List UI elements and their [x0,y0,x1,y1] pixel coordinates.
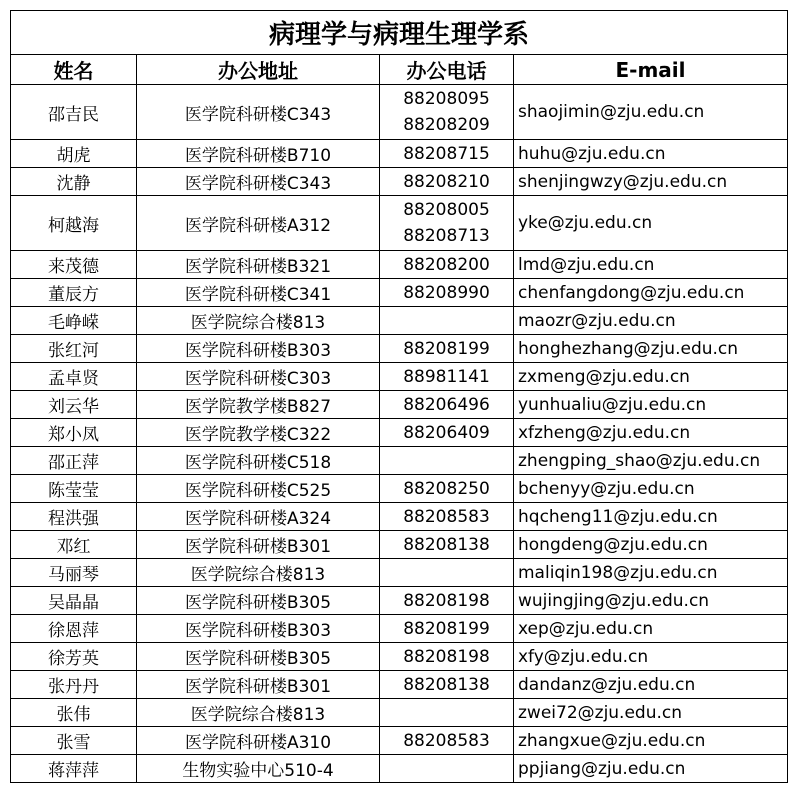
cell-phone [380,196,514,251]
cell-name: 沈静 [11,168,137,196]
phone-number: 88208199 [403,618,490,639]
table-row [11,671,788,699]
cell-address: 医学院科研楼B305 [137,643,380,671]
phone-number: 88206496 [403,394,490,415]
cell-email[interactable]: wujingjing@zju.edu.cn [514,587,788,615]
cell-address: 医学院科研楼C341 [137,279,380,307]
cell-email[interactable]: xfzheng@zju.edu.cn [514,419,788,447]
cell-address: 医学院科研楼B305 [137,587,380,615]
cell-address: 医学院科研楼B710 [137,140,380,168]
table-row [11,140,788,168]
cell-name: 徐恩萍 [11,615,137,643]
cell-phone [380,615,514,643]
cell-name: 张雪 [11,727,137,755]
cell-email[interactable]: xep@zju.edu.cn [514,615,788,643]
cell-address: 医学院科研楼A324 [137,503,380,531]
cell-phone [380,671,514,699]
phone-number: 88208583 [403,506,490,527]
phone-number: 88208583 [403,730,490,751]
cell-name: 张伟 [11,699,137,727]
cell-address: 医学院科研楼C343 [137,85,380,140]
cell-email[interactable]: maliqin198@zju.edu.cn [514,559,788,587]
cell-email[interactable]: zwei72@zju.edu.cn [514,699,788,727]
cell-email[interactable]: zhengping_shao@zju.edu.cn [514,447,788,475]
table-row [11,699,788,727]
contact-table [10,10,788,783]
cell-address: 医学院科研楼B303 [137,615,380,643]
table-row [11,475,788,503]
cell-phone [380,587,514,615]
header-phone: 办公电话 [380,55,514,85]
cell-phone [380,531,514,559]
phone-number: 88208713 [403,226,490,246]
table-row [11,643,788,671]
cell-name: 张红河 [11,335,137,363]
cell-phone [380,279,514,307]
cell-phone [380,363,514,391]
header-row [11,55,788,85]
cell-address: 生物实验中心510-4 [137,755,380,783]
cell-name: 陈莹莹 [11,475,137,503]
table-row [11,85,788,140]
cell-email[interactable]: hqcheng11@zju.edu.cn [514,503,788,531]
cell-name: 徐芳英 [11,643,137,671]
table-row [11,615,788,643]
phone-number: 88208138 [403,674,490,695]
cell-address: 医学院科研楼C343 [137,168,380,196]
cell-phone [380,307,514,335]
phone-number: 88208198 [403,646,490,667]
table-row [11,251,788,279]
table-row [11,587,788,615]
table-row [11,307,788,335]
cell-name: 郑小凤 [11,419,137,447]
cell-email[interactable]: xfy@zju.edu.cn [514,643,788,671]
sheet-title: 病理学与病理生理学系 [11,11,788,55]
cell-name: 吴晶晶 [11,587,137,615]
cell-email[interactable]: bchenyy@zju.edu.cn [514,475,788,503]
table-row [11,559,788,587]
cell-email[interactable]: zhangxue@zju.edu.cn [514,727,788,755]
table-row [11,503,788,531]
cell-phone [380,755,514,783]
table-row [11,168,788,196]
table-body [11,85,788,783]
cell-phone [380,140,514,168]
cell-email[interactable]: ppjiang@zju.edu.cn [514,755,788,783]
cell-email[interactable]: maozr@zju.edu.cn [514,307,788,335]
cell-email[interactable]: dandanz@zju.edu.cn [514,671,788,699]
table-row [11,363,788,391]
table-row [11,727,788,755]
cell-phone [380,168,514,196]
cell-email[interactable]: yunhualiu@zju.edu.cn [514,391,788,419]
phone-number: 88208199 [403,338,490,359]
table-row [11,196,788,251]
cell-phone [380,85,514,140]
cell-name: 程洪强 [11,503,137,531]
phone-number: 88208250 [403,478,490,499]
cell-address: 医学院科研楼A310 [137,727,380,755]
cell-name: 蒋萍萍 [11,755,137,783]
cell-email[interactable]: huhu@zju.edu.cn [514,140,788,168]
cell-email[interactable]: lmd@zju.edu.cn [514,251,788,279]
cell-address: 医学院综合楼813 [137,699,380,727]
cell-name: 邵正萍 [11,447,137,475]
table-row [11,419,788,447]
cell-address: 医学院教学楼B827 [137,391,380,419]
table-row [11,279,788,307]
cell-phone [380,391,514,419]
phone-number: 88208990 [403,282,490,303]
phone-number: 88208095 [403,89,490,109]
phone-number: 88208210 [403,171,490,192]
table-row [11,755,788,783]
cell-email[interactable]: chenfangdong@zju.edu.cn [514,279,788,307]
cell-phone [380,447,514,475]
header-email: E-mail [514,55,788,85]
cell-phone [380,419,514,447]
cell-address: 医学院科研楼C303 [137,363,380,391]
cell-phone [380,559,514,587]
cell-address: 医学院科研楼B301 [137,671,380,699]
cell-address: 医学院科研楼B303 [137,335,380,363]
cell-phone [380,643,514,671]
header-name: 姓名 [11,55,137,85]
cell-address: 医学院综合楼813 [137,307,380,335]
cell-address: 医学院科研楼B301 [137,531,380,559]
cell-phone [380,727,514,755]
table-row [11,391,788,419]
contact-sheet [10,10,787,783]
cell-name: 刘云华 [11,391,137,419]
cell-email[interactable]: hongdeng@zju.edu.cn [514,531,788,559]
header-address: 办公地址 [137,55,380,85]
cell-email[interactable]: yke@zju.edu.cn [514,196,788,251]
phone-number: 88208138 [403,534,490,555]
cell-name: 马丽琴 [11,559,137,587]
phone-number: 88208005 [403,200,490,220]
phone-number: 88981141 [403,366,490,387]
phone-number: 88206409 [403,422,490,443]
cell-name: 毛峥嵘 [11,307,137,335]
cell-phone [380,251,514,279]
cell-email[interactable]: honghezhang@zju.edu.cn [514,335,788,363]
cell-address: 医学院科研楼C518 [137,447,380,475]
cell-name: 董辰方 [11,279,137,307]
title-row [11,11,788,55]
phone-number: 88208715 [403,143,490,164]
cell-email[interactable]: zxmeng@zju.edu.cn [514,363,788,391]
cell-name: 张丹丹 [11,671,137,699]
table-row [11,447,788,475]
phone-number: 88208200 [403,254,490,275]
cell-name: 孟卓贤 [11,363,137,391]
cell-name: 来茂德 [11,251,137,279]
cell-email[interactable]: shaojimin@zju.edu.cn [514,85,788,140]
cell-name: 邓红 [11,531,137,559]
cell-phone [380,699,514,727]
cell-address: 医学院教学楼C322 [137,419,380,447]
table-row [11,531,788,559]
cell-phone [380,335,514,363]
table-row [11,335,788,363]
cell-address: 医学院科研楼A312 [137,196,380,251]
phone-number: 88208198 [403,590,490,611]
cell-phone [380,503,514,531]
cell-phone [380,475,514,503]
cell-name: 胡虎 [11,140,137,168]
cell-address: 医学院综合楼813 [137,559,380,587]
cell-address: 医学院科研楼C525 [137,475,380,503]
cell-name: 柯越海 [11,196,137,251]
cell-name: 邵吉民 [11,85,137,140]
phone-number: 88208209 [403,115,490,135]
cell-email[interactable]: shenjingwzy@zju.edu.cn [514,168,788,196]
cell-address: 医学院科研楼B321 [137,251,380,279]
